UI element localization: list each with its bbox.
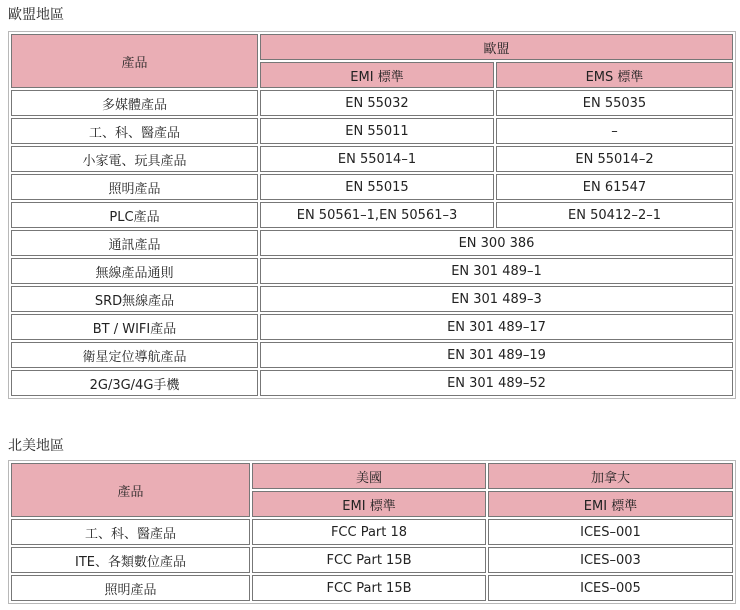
standard-cell: EN 301 489–19 bbox=[260, 342, 733, 368]
standard-cell: EN 301 489–17 bbox=[260, 314, 733, 340]
na-standards-table bbox=[8, 460, 736, 604]
ems-cell: EN 61547 bbox=[496, 174, 733, 200]
us-cell: FCC Part 18 bbox=[252, 519, 486, 545]
ca-cell: ICES–005 bbox=[488, 575, 733, 601]
product-cell: 衛星定位導航產品 bbox=[11, 342, 258, 368]
table-row bbox=[11, 174, 733, 200]
product-cell: PLC產品 bbox=[11, 202, 258, 228]
emi-cell: EN 55011 bbox=[260, 118, 494, 144]
emi-cell: EN 50561–1,EN 50561–3 bbox=[260, 202, 494, 228]
standard-cell: EN 301 489–52 bbox=[260, 370, 733, 396]
standard-cell: EN 301 489–3 bbox=[260, 286, 733, 312]
ca-cell: ICES–003 bbox=[488, 547, 733, 573]
na-header-ca-emi: EMI 標準 bbox=[488, 491, 733, 517]
product-cell: 2G/3G/4G手機 bbox=[11, 370, 258, 396]
emi-cell: EN 55014–1 bbox=[260, 146, 494, 172]
ems-cell: – bbox=[496, 118, 733, 144]
na-header-ca: 加拿大 bbox=[488, 463, 733, 489]
na-header-us: 美國 bbox=[252, 463, 486, 489]
ems-cell: EN 55035 bbox=[496, 90, 733, 116]
product-cell: 通訊產品 bbox=[11, 230, 258, 256]
table-row bbox=[11, 258, 733, 284]
eu-header-ems: EMS 標準 bbox=[496, 62, 733, 88]
standard-cell: EN 300 386 bbox=[260, 230, 733, 256]
table-row bbox=[11, 146, 733, 172]
table-row bbox=[11, 202, 733, 228]
emi-cell: EN 55015 bbox=[260, 174, 494, 200]
product-cell: 照明產品 bbox=[11, 575, 250, 601]
ems-cell: EN 50412–2–1 bbox=[496, 202, 733, 228]
table-row bbox=[11, 286, 733, 312]
ca-cell: ICES–001 bbox=[488, 519, 733, 545]
product-cell: 照明產品 bbox=[11, 174, 258, 200]
table-row bbox=[11, 90, 733, 116]
us-cell: FCC Part 15B bbox=[252, 575, 486, 601]
us-cell: FCC Part 15B bbox=[252, 547, 486, 573]
product-cell: 工、科、醫產品 bbox=[11, 519, 250, 545]
product-cell: BT / WIFI產品 bbox=[11, 314, 258, 340]
eu-header-group: 歐盟 bbox=[260, 34, 733, 60]
ems-cell: EN 55014–2 bbox=[496, 146, 733, 172]
product-cell: SRD無線產品 bbox=[11, 286, 258, 312]
eu-header-emi: EMI 標準 bbox=[260, 62, 494, 88]
na-header-us-emi: EMI 標準 bbox=[252, 491, 486, 517]
table-row bbox=[11, 575, 733, 601]
product-cell: 無線產品通則 bbox=[11, 258, 258, 284]
product-cell: ITE、各類數位產品 bbox=[11, 547, 250, 573]
eu-header-product: 產品 bbox=[11, 34, 258, 88]
table-row bbox=[11, 370, 733, 396]
na-section-title: 北美地區 bbox=[8, 438, 64, 454]
eu-section-title: 歐盟地區 bbox=[8, 7, 64, 23]
table-row bbox=[11, 118, 733, 144]
table-row bbox=[11, 342, 733, 368]
product-cell: 工、科、醫產品 bbox=[11, 118, 258, 144]
table-row bbox=[11, 230, 733, 256]
emi-cell: EN 55032 bbox=[260, 90, 494, 116]
product-cell: 多媒體產品 bbox=[11, 90, 258, 116]
eu-standards-table bbox=[8, 31, 736, 399]
table-row bbox=[11, 314, 733, 340]
na-header-product: 產品 bbox=[11, 463, 250, 517]
product-cell: 小家電、玩具產品 bbox=[11, 146, 258, 172]
table-row bbox=[11, 519, 733, 545]
standard-cell: EN 301 489–1 bbox=[260, 258, 733, 284]
table-row bbox=[11, 547, 733, 573]
